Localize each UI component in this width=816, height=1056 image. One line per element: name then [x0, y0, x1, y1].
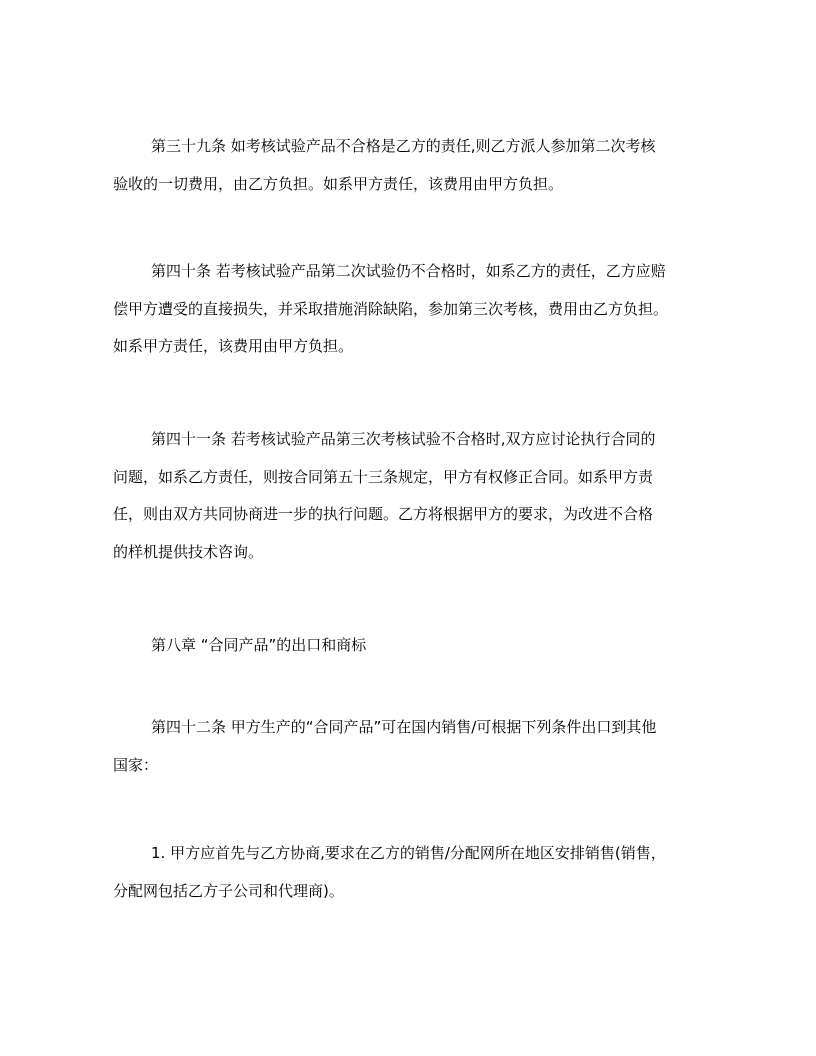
- paragraph-line: 的样机提供技术咨询。: [113, 542, 264, 561]
- paragraph-line: 验收的一切费用，由乙方负担。如系甲方责任，该费用由甲方负担。: [113, 174, 564, 193]
- paragraph-line: 国家：: [113, 755, 159, 774]
- paragraph-line: 第八章 “合同产品”的出口和商标: [151, 636, 367, 654]
- article-42-paragraph: [113, 709, 703, 784]
- article-39-paragraph: [113, 128, 703, 203]
- paragraph-line: 第四十二条 甲方生产的“合同产品”可在国内销售/可根据下列条件出口到其他: [151, 718, 657, 736]
- item-1-paragraph: [113, 835, 703, 910]
- paragraph-line: 如系甲方责任，该费用由甲方负担。: [113, 337, 354, 355]
- article-41-paragraph: [113, 421, 703, 571]
- paragraph-line: 1. 甲方应首先与乙方协商,要求在乙方的销售/分配网所在地区安排销售(销售，: [151, 844, 666, 862]
- article-40-paragraph: [113, 253, 703, 366]
- chapter-8-heading: [113, 627, 703, 665]
- paragraph-line: 分配网包括乙方子公司和代理商)。: [113, 881, 344, 900]
- paragraph-line: 任，则由双方共同协商进一步的执行问题。乙方将根据甲方的要求，为改进不合格: [113, 505, 654, 523]
- paragraph-line: 偿甲方遭受的直接损失，并采取措施消除缺陷，参加第三次考核，费用由乙方负担。: [113, 299, 669, 318]
- paragraph-line: 第四十一条 若考核试验产品第三次考核试验不合格时,双方应讨论执行合同的: [151, 430, 656, 448]
- paragraph-line: 第三十九条 如考核试验产品不合格是乙方的责任,则乙方派人参加第二次考核: [151, 137, 656, 155]
- paragraph-line: 第四十条 若考核试验产品第二次试验仍不合格时，如系乙方的责任，乙方应赔: [151, 262, 666, 280]
- paragraph-line: 问题，如系乙方责任，则按合同第五十三条规定，甲方有权修正合同。如系甲方责: [113, 467, 654, 486]
